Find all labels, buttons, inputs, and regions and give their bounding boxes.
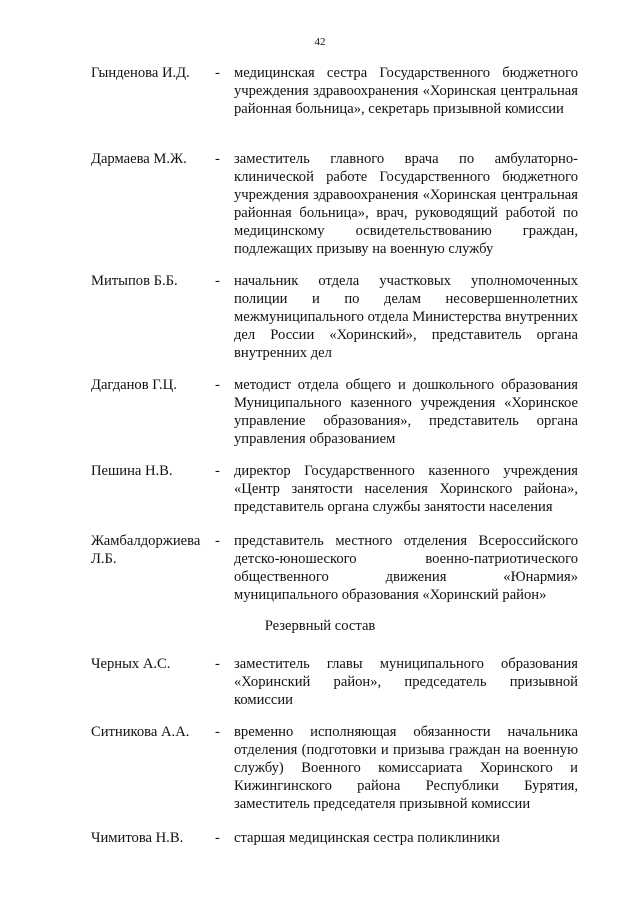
member-entry bbox=[91, 376, 578, 448]
member-name: Митыпов Б.Б. bbox=[91, 273, 178, 289]
member-dash: - bbox=[215, 151, 220, 167]
member-name: Дармаева М.Ж. bbox=[91, 151, 187, 167]
page-number: 42 bbox=[314, 36, 326, 48]
member-description: медицинская сестра Государственного бюджетного учреждения здравоохранения «Хоринская центральная районная больница», секретарь призывной комиссии bbox=[234, 65, 578, 117]
reserve-member-name: Черных А.С. bbox=[91, 656, 171, 672]
member-name: Гынденова И.Д. bbox=[91, 65, 190, 81]
member-name: Пешина Н.В. bbox=[91, 463, 173, 479]
reserve-member-description: старшая медицинская сестра поликлиники bbox=[234, 830, 500, 846]
reserve-member-description: временно исполняющая обязанности начальника отделения (подготовки и призыва граждан на военную службу) Военного комиссариата Хоринского и Кижингинского района Республики Бурятия, заместитель председателя призывной комиссии bbox=[234, 724, 578, 812]
member-name: Дагданов Г.Ц. bbox=[91, 377, 177, 393]
member-description: заместитель главного врача по амбулаторно-клинической работе Государственного бюджетного учреждения здравоохранения «Хоринская центральная районная больница», врач, руководящий работой по медицинскому освидетельствованию граждан, подлежащих призыву на военную службу bbox=[234, 151, 578, 257]
member-description: директор Государственного казенного учреждения «Центр занятости населения Хоринского района», представитель органа службы занятости населения bbox=[234, 463, 578, 515]
reserve-member-dash: - bbox=[215, 656, 220, 672]
member-entry bbox=[91, 462, 578, 516]
reserve-member-entry bbox=[91, 655, 578, 709]
reserve-member-entry bbox=[91, 723, 578, 813]
member-dash: - bbox=[215, 377, 220, 393]
member-description: начальник отдела участковых уполномоченных полиции и по делам несовершеннолетних межмуниципального отдела Министерства внутренних дел России «Хоринский», представитель органа внутренних дел bbox=[234, 273, 578, 361]
member-dash: - bbox=[215, 533, 220, 549]
member-entry bbox=[91, 150, 578, 258]
member-dash: - bbox=[215, 463, 220, 479]
reserve-member-entry bbox=[91, 829, 578, 847]
member-dash: - bbox=[215, 273, 220, 289]
reserve-member-name: Чимитова Н.В. bbox=[91, 830, 184, 846]
reserve-member-dash: - bbox=[215, 724, 220, 740]
reserve-member-description: заместитель главы муниципального образования «Хоринский район», председатель призывной комиссии bbox=[234, 656, 578, 708]
member-dash: - bbox=[215, 65, 220, 81]
member-description: методист отдела общего и дошкольного образования Муниципального казенного учреждения «Хоринское управление образования», представитель органа управления образованием bbox=[234, 377, 578, 447]
reserve-section-title: Резервный состав bbox=[264, 618, 376, 634]
reserve-member-dash: - bbox=[215, 830, 220, 846]
reserve-member-name: Ситникова А.А. bbox=[91, 724, 190, 740]
member-entry bbox=[91, 64, 578, 118]
member-description: представитель местного отделения Всероссийского детско-юношеского военно-патриотического общественного движения «Юнармия» муниципального образования «Хоринский район» bbox=[234, 533, 578, 603]
member-entry bbox=[91, 272, 578, 362]
member-name: Жамбалдоржиева Л.Б. bbox=[91, 533, 201, 567]
member-entry bbox=[91, 532, 578, 604]
